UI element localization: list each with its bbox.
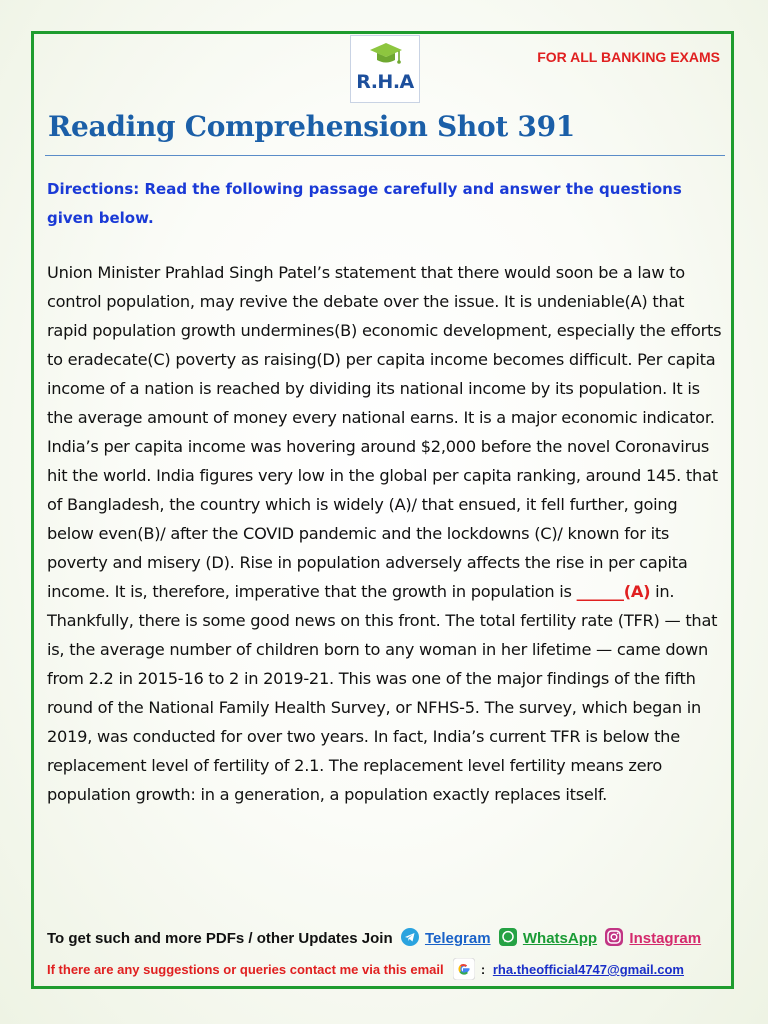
telegram-icon	[401, 928, 419, 950]
whatsapp-link[interactable]: WhatsApp	[522, 930, 598, 947]
instagram-icon	[605, 928, 623, 950]
logo-text: R.H.A	[356, 71, 414, 93]
graduation-cap-icon	[369, 40, 403, 68]
rha-logo	[350, 35, 420, 103]
passage-part-1: Union Minister Prahlad Singh Patel’s statement that there would soon be a law to control population, may revive the debate over the issue. It is undeniable(A) that rapid population growth undermines(B) economic development, especially the efforts to eradecate(C) poverty as raising(D) per capita income becomes difficult. Per capita income of a nation is reached by dividing its national income by its population. It is the average amount of money every national earns. It is a major economic indicator. India’s per capita income was hovering around $2,000 before the novel Coronavirus hit the world. India figures very low in the global per capita ranking, around 145. that of Bangladesh, the country which is widely (A)/ that ensued, it fell further, going below even(B)/ after the COVID pandemic and the lockdowns (C)/ known for its poverty and misery (D). Rise in population adversely affects the rise in per capita income. It is, therefore, imperative that the growth in population is	[47, 263, 722, 601]
passage	[47, 258, 727, 809]
directions-text: Directions: Read the following passage carefully and answer the questions given below.	[47, 180, 682, 227]
email-link[interactable]: rha.theofficial4747@gmail.com	[492, 962, 684, 977]
footer-join-line	[47, 928, 701, 950]
fill-in-blank: ______(A)	[576, 582, 651, 601]
telegram-link[interactable]: Telegram	[424, 930, 491, 947]
join-text: To get such and more PDFs / other Updates Join	[47, 930, 393, 947]
title-divider	[45, 155, 725, 156]
footer-contact-line	[47, 958, 684, 983]
passage-part-2: in. Thankfully, there is some good news on this front. The total fertility rate (TFR) — that is, the average number of children born to any woman in her lifetime — came down from 2.2 in 2015-16 to 2 in 2019-21. This was one of the major findings of the fifth round of the National Family Health Survey, or NFHS-5. The survey, which began in 2019, was conducted for over two years. In fact, India’s current TFR is below the replacement level of fertility of 2.1. The replacement level fertility means zero population growth: in a generation, a population exactly replaces itself.	[47, 582, 718, 804]
google-icon	[453, 958, 475, 983]
email-separator: :	[480, 962, 486, 977]
exam-tag: FOR ALL BANKING EXAMS	[537, 49, 720, 65]
whatsapp-icon	[499, 928, 517, 950]
contact-text: If there are any suggestions or queries contact me via this email	[47, 962, 444, 977]
instagram-link[interactable]: Instagram	[629, 930, 702, 947]
page-title: Reading Comprehension Shot 391	[48, 110, 575, 143]
